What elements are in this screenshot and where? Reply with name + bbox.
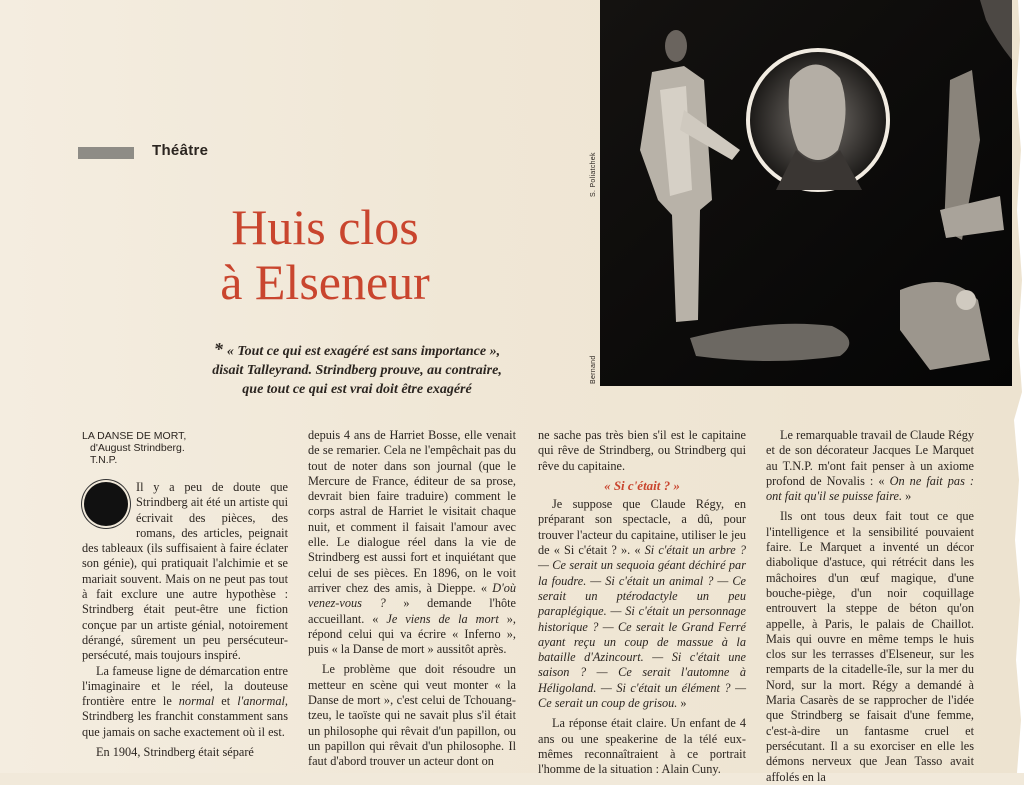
paragraph: Le problème que doit résoudre un metteur en scène qui veut monter « la Danse de mort », c'est celui de Tchouang-tzeu, le taoïste qui ne savait plus s'il était un philosophe qui rêvait d'un papillon, ou un papillon qui rêvait d'un philosophe. Il faut d'abord trouver un acteur dont on — [308, 662, 516, 769]
lead-line-1: « Tout ce qui est exagéré est sans importance », — [226, 344, 501, 359]
play-credits — [82, 430, 288, 466]
lead-quote — [124, 340, 590, 399]
article-column-3 — [538, 428, 746, 778]
dropcap-paragraph — [82, 480, 288, 664]
section-rubric: Théâtre — [152, 142, 209, 159]
article-column-1 — [82, 430, 288, 760]
paragraph: Le remarquable travail de Claude Régy et de son décorateur Jacques Le Marquet au T.N.P. m'ont fait penser à un axiome profond de Novalis : « On ne fait pas : ont fait qu'il se puisse faire. » — [766, 428, 974, 504]
article-column-2 — [308, 428, 516, 770]
paragraph: depuis 4 ans de Harriet Bosse, elle venait de se remarier. Cela ne l'empêchait pas du tout de noter dans son journal (que le Mercure de France, éditeur de sa prose, devrait bien faire traduire) comment le corps astral de Harriet le visitait chaque nuit, et comment il faisait l'amour avec elle. Le dialogue réel dans la vie de Strindberg est aussi fort et inquiétant que celui de ses pièces. En 1896, on le voit arriver chez des amis, à Dieppe. « D'où venez-vous ? » demande l'hôte accueillant. « Je viens de la mort », répond celui qui va écrire « Inferno », puis « la Danse de mort » aussitôt après. — [308, 428, 517, 657]
lead-line-3: que tout ce qui est vrai doit être exagéré — [242, 382, 472, 397]
photo-credit-secondary: Bernand — [590, 355, 597, 384]
paragraph: En 1904, Strindberg était séparé — [96, 745, 254, 760]
stage-photograph — [600, 0, 1012, 386]
headline — [160, 200, 490, 310]
headline-line-1: Huis clos — [231, 199, 419, 255]
headline-line-2: à Elseneur — [220, 254, 430, 310]
paragraph: Je suppose que Claude Régy, en préparant son spectacle, a dû, pour trouver l'acteur du capitaine, utiliser le jeu de « Si c'était ? ». « Si c'était un arbre ? — Ce serait un sequoia géant déchiré par la foudre. — Si c'était un animal ? — Ce serait un ptérodactyle un peu paraplégique. — Si c'était un personnage historique ? — Ce serait le Grand Ferré ayant reçu un coup de massue à la bataille d'Azincourt. — Si c'était une saison ? — Ce serait l'automne à Héligoland. — Si c'était un élément ? — Ce serait un coup de grisou. » — [538, 497, 747, 711]
photo-credit: S. Poliatchek — [590, 152, 597, 197]
rubric-bar — [78, 147, 134, 159]
play-title: LA DANSE DE MORT, — [82, 430, 187, 442]
subheading: « Si c'était ? » — [604, 477, 680, 493]
paragraph: Il y a peu de doute que Strindberg ait été un artiste qui écrivait des pièces, des romans, des articles, peignait des tableaux (ils suffisaient à faire éclater son génie), qui pratiquait l'alchimie et se mariait souvent. Mais on ne peut pas tout à fait exclure une autre hypothèse : Strindberg était peut-être une fiction conçue par un artiste génial, notoirement dérangé, sûrement un peu persécuteur-persécuté, mais toujours inspiré. — [82, 480, 288, 663]
paragraph: ne sache pas très bien s'il est le capitaine qui rêve de Strindberg, ou Strindberg qui rêve du capitaine. — [538, 428, 746, 473]
paragraph: La réponse était claire. Un enfant de 4 ans ou une speakerine de la télé eux-mêmes reconnaîtraient à ce portrait l'homme de la situation : Alain Cuny. — [538, 716, 746, 777]
article-column-4 — [766, 428, 974, 785]
torn-edge — [1008, 0, 1024, 773]
paragraph: La fameuse ligne de démarcation entre l'imaginaire et le réel, la douteuse frontière entre le normal et l'anormal, Strindberg les franchit constamment sans que jamais on sache exactement où il est. — [82, 663, 288, 739]
play-author: d'August Strindberg. — [90, 442, 185, 454]
lead-line-2: disait Talleyrand. Strindberg prouve, au contraire, — [212, 363, 502, 378]
play-theatre: T.N.P. — [90, 454, 118, 466]
photo-illustration — [600, 0, 1012, 386]
paragraph: Ils ont tous deux fait tout ce que l'intelligence et la sensibilité pouvaient faire. Le Marquet a inventé un décor diabolique d'astuce, qui rétrécit dans les mâchoires d'un œuf magique, d'une bouche-piège, d'un noir coquillage entrouvert la steppe de béton qu'on appelle, à Paris, le palais de Chaillot. Mais qui ouvre en même temps le huis clos sur les terrasses d'Elseneur, sur les remparts de la citadelle-île, sur la mer du Nord, sur la mort. Régy a demandé à Maria Casarès de se rapprocher de l'idée que Strindberg se faisait d'une femme, c'est-à-dire un fantasme cruel et persécutant. Il a su exorciser en elle les démons nerveux que Jean Tasso avait affolés en la — [766, 509, 974, 784]
asterisk-mark: * — [213, 339, 223, 359]
dropcap-icon — [84, 482, 128, 526]
